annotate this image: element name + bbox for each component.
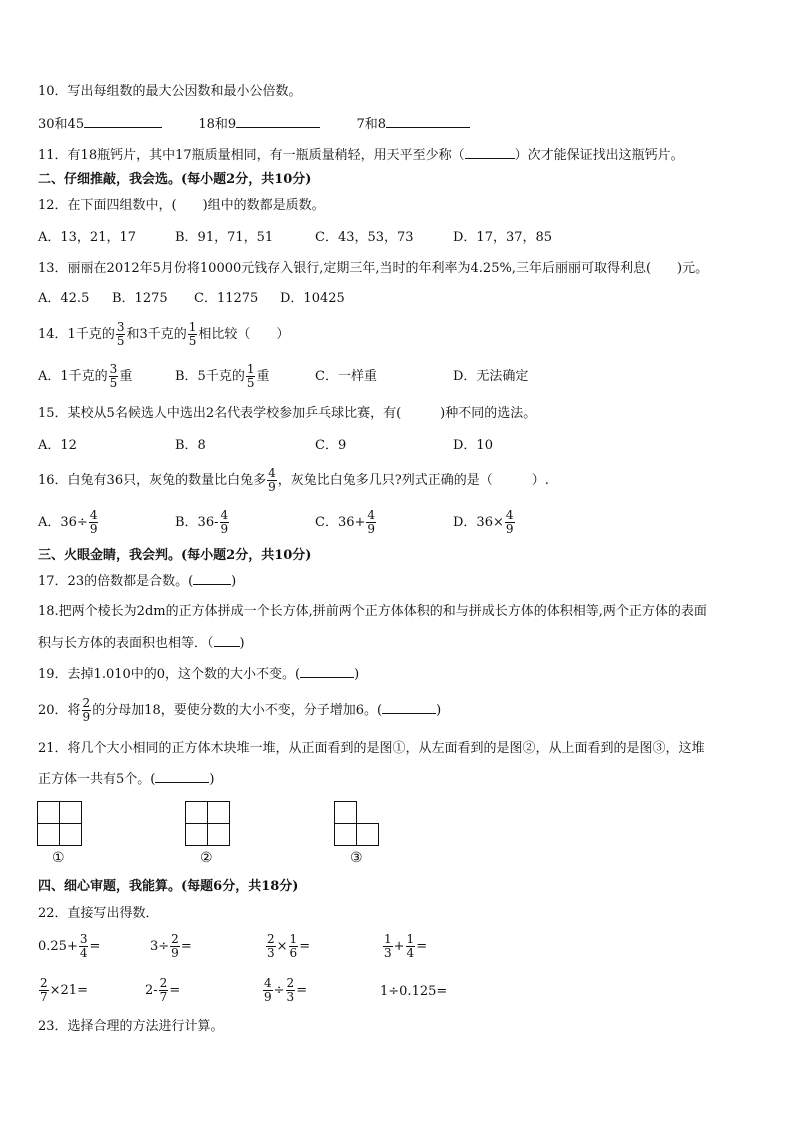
question-21-line-1: 21．将几个大小相同的正方体木块堆一堆，从正面看到的是图①，从左面看到的是图②，从上面看到的是图③，这堆: [38, 741, 705, 756]
q14-option-c[interactable]: C．一样重: [315, 369, 377, 384]
question-21-line-2: 正方体一共有5个。( ): [38, 772, 215, 787]
question-22: 22．直接写出得数．: [38, 906, 159, 921]
q22-expr-7: $\frac{4}{9}$ ÷ $\frac{2}{3}$ =: [264, 976, 308, 1004]
q12-option-a[interactable]: A．13，21，17: [38, 230, 137, 245]
q12-option-c[interactable]: C．43，53，73: [315, 230, 414, 245]
q10-item-1: 30和45: [38, 117, 85, 132]
answer-blank[interactable]: [155, 770, 209, 783]
q15-option-d[interactable]: D．10: [453, 438, 493, 453]
q22-expr-5: $\frac{2}{7}$ ×21=: [40, 976, 88, 1004]
q10-item-2: 18和9: [198, 117, 237, 132]
q22-expr-1: 0.25+ $\frac{3}{4}$ =: [38, 932, 101, 960]
q22-expr-6: 2- $\frac{2}{7}$ =: [145, 976, 181, 1004]
q13-option-a[interactable]: A．42.5: [38, 291, 90, 306]
q22-expr-2: 3÷ $\frac{2}{9}$ =: [150, 932, 192, 960]
answer-blank[interactable]: [214, 634, 240, 647]
question-17: 17．23的倍数都是合数。( ): [38, 574, 237, 589]
q22-expr-3: $\frac{2}{3}$ × $\frac{1}{6}$ =: [267, 932, 311, 960]
q12-option-d[interactable]: D．17，37，85: [453, 230, 553, 245]
question-16: 16．白兔有36只，灰兔的数量比白兔多 $\frac{4}{9}$ ，灰兔比白兔多几只?列式正确的是（ ）.: [38, 466, 549, 494]
q13-option-c[interactable]: C．11275: [194, 291, 259, 306]
q22-expr-4: $\frac{1}{3}$ + $\frac{1}{4}$ =: [384, 932, 428, 960]
question-12: 12．在下面四组数中，( )组中的数都是质数。: [38, 198, 325, 213]
section-4-heading: 四、细心审题，我能算。(每题6分，共18分): [38, 879, 299, 894]
answer-blank[interactable]: [300, 665, 354, 678]
figure-caption-1: ①: [52, 850, 65, 866]
q14-option-a[interactable]: A．1千克的 $\frac{3}{5}$ 重: [38, 362, 133, 390]
q16-option-c[interactable]: C．36+ $\frac{4}{9}$: [315, 508, 376, 536]
answer-blank[interactable]: [236, 115, 320, 128]
answer-blank[interactable]: [193, 572, 231, 585]
question-23: 23．选择合理的方法进行计算。: [38, 1019, 224, 1034]
question-18-line-2: 积与长方体的表面积也相等．（ ): [38, 636, 245, 651]
question-18-line-1: 18.把两个棱长为2dm的正方体拼成一个长方体,拼前两个正方体体积的和与拼成长方体的体积相等,两个正方体的表面: [38, 604, 707, 619]
question-11: 11．有18瓶钙片，其中17瓶质量相同，有一瓶质量稍轻，用天平至少称（ ）次才能保证找出这瓶钙片。: [38, 148, 684, 163]
figure-caption-3: ③: [350, 850, 363, 866]
q16-option-b[interactable]: B．36- $\frac{4}{9}$: [175, 508, 229, 536]
fraction: $\frac{3}{5}$: [116, 320, 125, 348]
answer-blank[interactable]: [84, 115, 162, 128]
q15-option-c[interactable]: C．9: [315, 438, 347, 453]
answer-blank[interactable]: [382, 701, 436, 714]
figure-caption-2: ②: [200, 850, 213, 866]
q15-option-a[interactable]: A．12: [38, 438, 77, 453]
question-10: 10．写出每组数的最大公因数和最小公倍数。: [38, 84, 302, 99]
fraction: $\frac{1}{5}$: [188, 320, 197, 348]
q12-option-b[interactable]: B．91，71，51: [175, 230, 274, 245]
question-15: 15．某校从5名候选人中选出2名代表学校参加乒乓球比赛，有( )种不同的选法。: [38, 406, 537, 421]
q16-option-d[interactable]: D．36× $\frac{4}{9}$: [453, 508, 514, 536]
fraction: $\frac{4}{9}$: [268, 466, 276, 494]
question-13: 13．丽丽在2012年5月份将10000元钱存入银行,定期三年,当时的年利率为4.25%,三年后丽丽可取得利息( )元。: [38, 261, 709, 276]
answer-blank[interactable]: [386, 115, 470, 128]
section-3-heading: 三、火眼金睛，我会判。(每小题2分，共10分): [38, 548, 312, 563]
question-14: 14．1千克的 $\frac{3}{5}$ 和3千克的 $\frac{1}{5}$ 相比较（ ）: [38, 320, 290, 348]
q15-option-b[interactable]: B．8: [175, 438, 206, 453]
q14-option-d[interactable]: D．无法确定: [453, 369, 529, 384]
answer-blank[interactable]: [465, 146, 515, 159]
q16-option-a[interactable]: A．36÷ $\frac{4}{9}$: [38, 508, 98, 536]
q14-option-b[interactable]: B．5千克的 $\frac{1}{5}$ 重: [175, 362, 270, 390]
q13-option-d[interactable]: D．10425: [280, 291, 345, 306]
q22-expr-8: 1÷0.125=: [380, 984, 448, 999]
q10-items: [38, 115, 470, 134]
question-19: 19．去掉1.010中的0，这个数的大小不变。( ): [38, 667, 360, 682]
fraction: $\frac{2}{9}$: [82, 696, 91, 724]
section-2-heading: 二、仔细推敲，我会选。(每小题2分，共10分): [38, 172, 312, 187]
question-20: 20．将 $\frac{2}{9}$ 的分母加18，要使分数的大小不变，分子增加6。( ): [38, 696, 442, 724]
q13-option-b[interactable]: B．1275: [112, 291, 168, 306]
q10-item-3: 7和8: [356, 117, 387, 132]
